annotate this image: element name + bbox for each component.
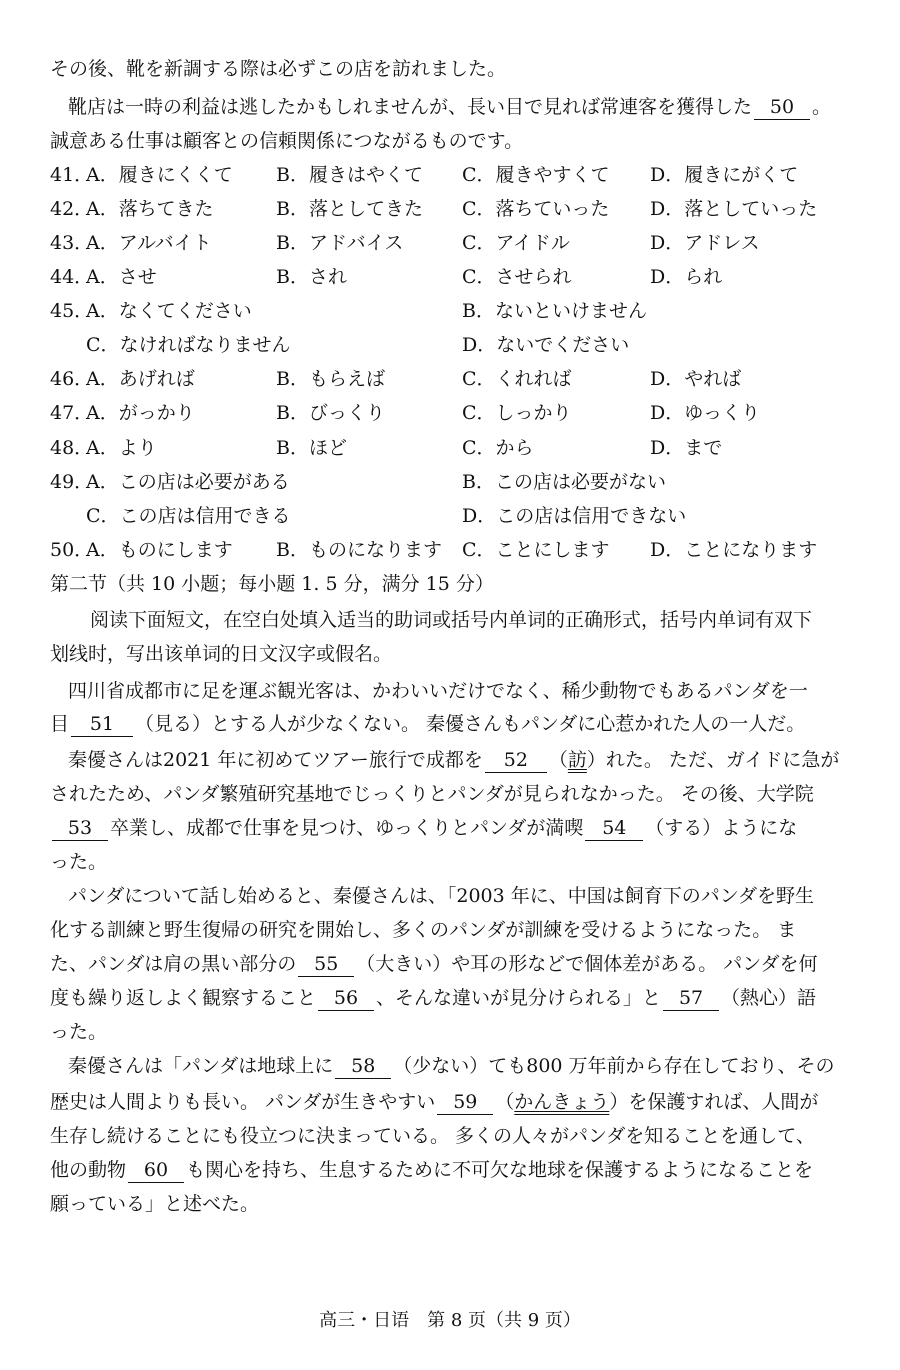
option-a[interactable]: A．させ — [86, 266, 157, 288]
option-d[interactable]: D．ないでください — [462, 334, 630, 356]
page-footer: 高三・日语 第 8 页（共 9 页） — [319, 1310, 581, 1331]
blank-58: 58 — [335, 1054, 391, 1079]
passage-text: 秦優さんは「パンダは地球上に — [68, 1055, 334, 1077]
passage-text: ）を保護すれば、人間が — [609, 1091, 819, 1113]
blank-57: 57 — [663, 986, 719, 1011]
instruction-line — [90, 605, 812, 635]
option-b[interactable]: B．もらえば — [276, 368, 385, 390]
option-c[interactable]: C．なければなりません — [86, 334, 291, 356]
blank-55: 55 — [298, 952, 354, 977]
blank-52: 52 — [485, 748, 547, 773]
question-41 — [50, 160, 850, 190]
passage-text: 度も繰り返しよく観察すること — [50, 987, 317, 1009]
blank-54: 54 — [585, 816, 643, 841]
option-b[interactable]: B．ほど — [276, 437, 347, 459]
option-c[interactable]: C．ことにします — [462, 539, 610, 561]
option-c[interactable]: C．落ちていった — [462, 198, 610, 220]
passage-text: （見る）とする人が少なくない。 秦優さんもパンダに心惹かれた人の一人だ。 — [135, 713, 806, 735]
passage-text: 。 — [812, 96, 832, 118]
passage2-line — [50, 779, 814, 809]
passage-text: 靴店は一時の利益は逃したかもしれませんが、長い目で見れば常連客を獲得した — [68, 96, 753, 118]
passage-text: 生存し続けることにも役立つに決まっている。 多くの人々がパンダを知ることを通して、 — [50, 1125, 815, 1147]
option-d[interactable]: D．られ — [650, 266, 723, 288]
option-d[interactable]: D．この店は信用できない — [462, 505, 687, 527]
option-b[interactable]: B．され — [276, 266, 347, 288]
question-number: 44． — [50, 266, 94, 288]
passage-text: 化する訓練と野生復帰の研究を開始し、多くのパンダが訓練を受けるようになった。 ま — [50, 919, 797, 941]
passage-text: （ — [548, 749, 568, 771]
option-a[interactable]: A．履きにくくて — [86, 164, 233, 186]
option-a[interactable]: A．落ちてきた — [86, 198, 214, 220]
passage-text: 四川省成都市に足を運ぶ観光客は、かわいいだけでなく、稀少動物でもあるパンダを一 — [68, 680, 808, 702]
question-43 — [50, 228, 850, 258]
question-46 — [50, 364, 850, 394]
passage1-line — [50, 54, 506, 84]
passage2-line — [68, 1051, 835, 1081]
passage-text: 他の動物 — [50, 1159, 127, 1181]
question-48 — [50, 433, 850, 463]
blank-60: 60 — [128, 1158, 184, 1183]
question-number: 49． — [50, 471, 94, 493]
passage2-line — [50, 813, 797, 843]
passage-text: た、パンダは肩の黒い部分の — [50, 953, 297, 975]
option-c[interactable]: C．くれれば — [462, 368, 572, 390]
passage2-line — [50, 847, 107, 877]
option-b[interactable]: B．ないといけません — [462, 300, 647, 322]
passage2-line — [50, 949, 818, 979]
blank-56: 56 — [318, 986, 374, 1011]
option-b[interactable]: B．落としてきた — [276, 198, 423, 220]
question-45-row2 — [50, 330, 850, 360]
question-number: 43． — [50, 232, 94, 254]
passage-text: も関心を持ち、生息するために不可欠な地球を保護するようになることを — [186, 1159, 814, 1181]
passage1-line — [50, 126, 523, 156]
passage-text: （少ない）ても800 万年前から存在しており、その — [393, 1055, 835, 1077]
section-heading — [50, 569, 494, 599]
passage-text: その後、靴を新調する際は必ずこの店を訪れました。 — [50, 58, 507, 80]
question-number: 41． — [50, 164, 94, 186]
option-c[interactable]: C．この店は信用できる — [86, 505, 291, 527]
passage2-line — [50, 1087, 818, 1117]
passage-text: されたため、パンダ繁殖研究基地でじっくりとパンダが見られなかった。 その後、大学院 — [50, 783, 814, 805]
passage2-line — [50, 915, 796, 945]
double-underlined-word: かんきょう — [514, 1091, 610, 1113]
question-number: 45． — [50, 300, 94, 322]
passage1-line — [68, 92, 831, 122]
passage2-line — [50, 983, 816, 1013]
option-b[interactable]: B．ものになります — [276, 539, 442, 561]
passage-text: 誠意ある仕事は顧客との信頼関係につながるものです。 — [50, 130, 524, 152]
passage2-line — [50, 1121, 815, 1151]
passage2-line — [50, 1155, 813, 1185]
option-a[interactable]: A．がっかり — [86, 402, 195, 424]
passage-text: った。 — [50, 851, 108, 873]
double-underlined-word: 訪 — [567, 749, 587, 771]
option-d[interactable]: D．ゆっくり — [650, 402, 761, 424]
option-d[interactable]: D．まで — [650, 437, 723, 459]
passage2-line — [68, 881, 814, 911]
passage-text: 、そんな違いが見分けられる」と — [376, 987, 662, 1009]
option-b[interactable]: B．アドバイス — [276, 232, 404, 254]
option-d[interactable]: D．アドレス — [650, 232, 760, 254]
option-a[interactable]: A．なくてください — [86, 300, 252, 322]
passage-text: （熱心）語 — [721, 987, 817, 1009]
option-b[interactable]: B．履きはやくて — [276, 164, 423, 186]
passage-text: ）れた。 ただ、ガイドに急が — [586, 749, 840, 771]
option-c[interactable]: C．アイドル — [462, 232, 570, 254]
question-number: 42． — [50, 198, 94, 220]
option-c[interactable]: C．履きやすくて — [462, 164, 610, 186]
option-d[interactable]: D．履きにがくて — [650, 164, 799, 186]
option-d[interactable]: D．ことになります — [650, 539, 818, 561]
section-heading-text: 第二节（共 10 小题；每小题 1. 5 分，满分 15 分） — [50, 573, 494, 595]
blank-59: 59 — [437, 1090, 493, 1115]
instruction-line — [50, 639, 392, 669]
passage-text: パンダについて話し始めると、秦優さんは、「2003 年に、中国は飼育下のパンダを野生 — [68, 885, 814, 907]
option-d[interactable]: D．落としていった — [650, 198, 818, 220]
passage2-line — [50, 1017, 107, 1047]
passage-text: った。 — [50, 1021, 108, 1043]
question-50 — [50, 535, 850, 565]
blank-53: 53 — [52, 816, 108, 841]
option-b[interactable]: B．この店は必要がない — [462, 471, 666, 493]
instruction-text: 划线时，写出该单词的日文汉字或假名。 — [50, 643, 393, 665]
option-a[interactable]: A．より — [86, 437, 157, 459]
option-d[interactable]: D．やれば — [650, 368, 742, 390]
passage2-line — [68, 676, 808, 706]
option-b[interactable]: B．びっくり — [276, 402, 385, 424]
blank-51: 51 — [71, 712, 133, 737]
option-c[interactable]: C．させられ — [462, 266, 572, 288]
question-number: 47． — [50, 402, 94, 424]
passage-text: 願っている」と述べた。 — [50, 1193, 260, 1215]
question-45 — [50, 296, 850, 326]
question-number: 46． — [50, 368, 94, 390]
question-47 — [50, 398, 850, 428]
option-c[interactable]: C．しっかり — [462, 402, 572, 424]
passage-text: （ — [495, 1091, 515, 1113]
option-c[interactable]: C．から — [462, 437, 534, 459]
blank-50: 50 — [754, 95, 810, 120]
option-a[interactable]: A．この店は必要がある — [86, 471, 290, 493]
option-a[interactable]: A．あげれば — [86, 368, 195, 390]
question-number: 50． — [50, 539, 94, 561]
passage-text: 歴史は人間よりも長い。 パンダが生きやすい — [50, 1091, 436, 1113]
question-49 — [50, 467, 850, 497]
question-49-row2 — [50, 501, 850, 531]
question-42 — [50, 194, 850, 224]
passage2-line — [50, 709, 805, 739]
passage-text: 目 — [50, 713, 70, 735]
question-44 — [50, 262, 850, 292]
option-a[interactable]: A．ものにします — [86, 539, 233, 561]
passage2-line — [68, 745, 839, 775]
passage-text: 秦優さんは2021 年に初めてツアー旅行で成都を — [68, 749, 483, 771]
passage-text: 卒業し、成都で仕事を見つけ、ゆっくりとパンダが満喫 — [110, 817, 584, 839]
passage2-line — [50, 1189, 259, 1219]
passage-text: （する）ようにな — [645, 817, 798, 839]
passage-text: （大きい）や耳の形などで個体差がある。 パンダを何 — [356, 953, 818, 975]
option-a[interactable]: A．アルバイト — [86, 232, 212, 254]
instruction-text: 阅读下面短文，在空白处填入适当的助词或括号内单词的正确形式，括号内单词有双下 — [90, 609, 813, 631]
question-number: 48． — [50, 437, 94, 459]
